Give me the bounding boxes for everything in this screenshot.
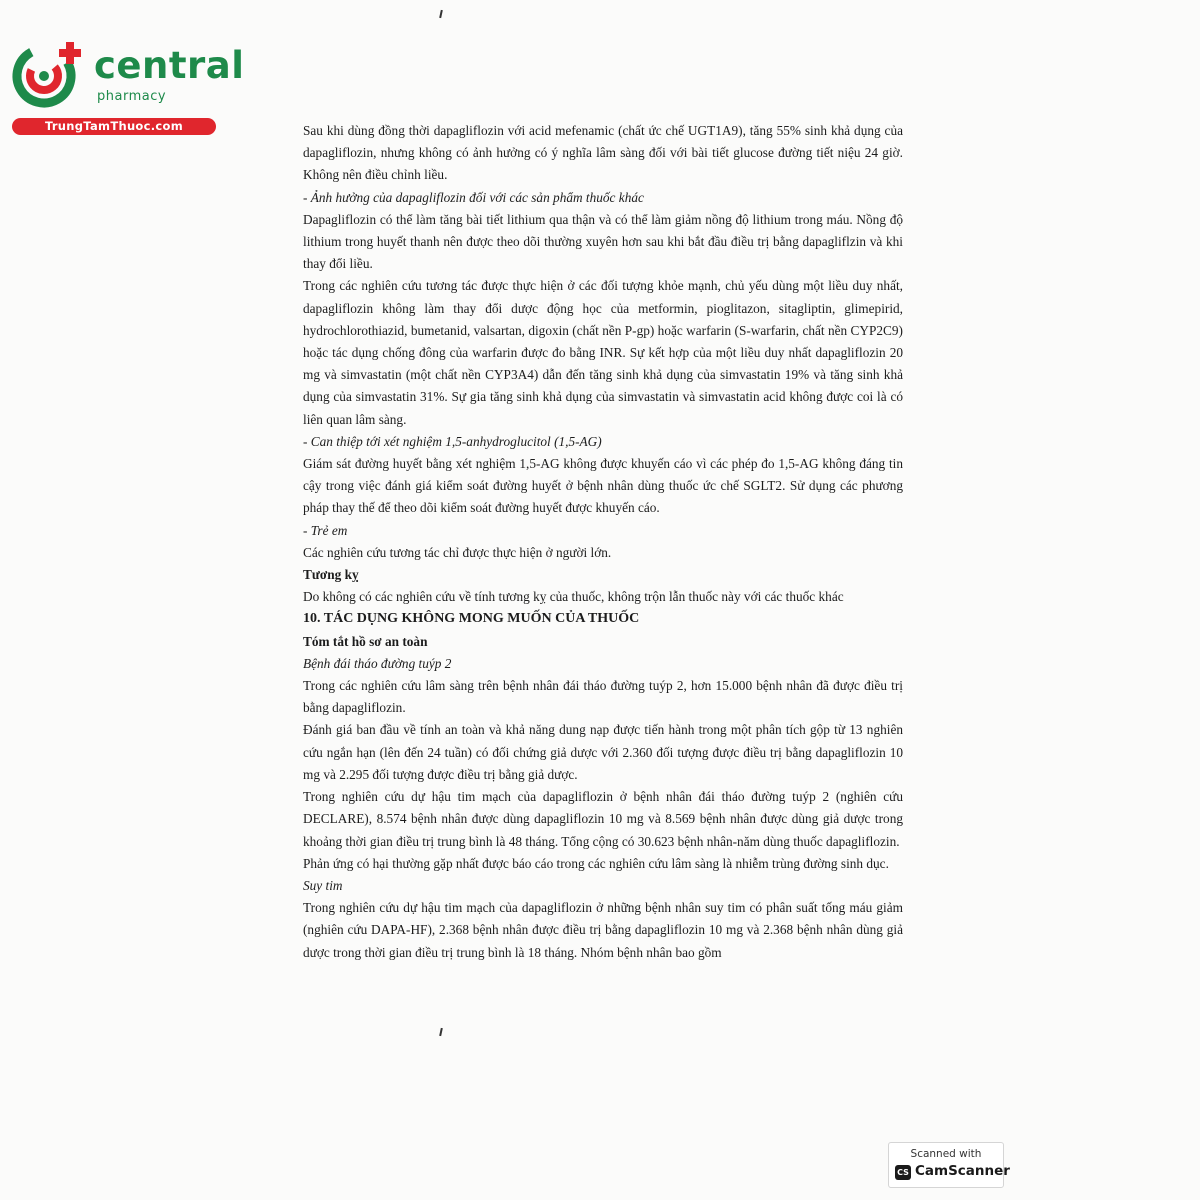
paragraph: Do không có các nghiên cứu về tính tương kỵ của thuốc, không trộn lẫn thuốc này với các thuốc khác xyxy=(303,589,844,605)
italic-subheading: Suy tim xyxy=(303,877,343,893)
paragraph: Đánh giá ban đầu về tính an toàn và khả năng dung nạp được tiến hành trong một phân tích gộp từ 13 nghiên cứu ngắn hạn (lên đến 24 tuần) có đối chứng giả dược với 2.360 đối tượng được điều trị bằng dapagliflozin 10 mg và 2.295 đối tượng được điều trị bằng giả dược. xyxy=(303,722,903,782)
italic-subheading: - Ảnh hưởng của dapagliflozin đối với các sản phẩm thuốc khác xyxy=(303,189,644,205)
italic-subheading: - Can thiệp tới xét nghiệm 1,5-anhydroglucitol (1,5-AG) xyxy=(303,433,602,449)
subheading: Tóm tắt hồ sơ an toàn xyxy=(303,633,428,649)
paragraph: Phản ứng có hại thường gặp nhất được báo cáo trong các nghiên cứu lâm sàng là nhiễm trùng đường sinh dục. xyxy=(303,855,889,871)
paragraph: Trong các nghiên cứu lâm sàng trên bệnh nhân đái tháo đường tuýp 2, hơn 15.000 bệnh nhân đã được điều trị bằng dapagliflozin. xyxy=(303,678,903,716)
camscanner-watermark xyxy=(888,1142,1010,1188)
camscanner-icon: CS xyxy=(895,1165,911,1180)
paragraph: Trong nghiên cứu dự hậu tim mạch của dapagliflozin ở những bệnh nhân suy tim có phân suất tống máu giảm (nghiên cứu DAPA-HF), 2.368 bệnh nhân được điều trị bằng dapagliflozin 10 mg và 2.368 bệnh nhân dùng giả dược trong thời gian điều trị trung bình là 18 tháng. Nhóm bệnh nhân bao gồm xyxy=(303,900,903,960)
document-body xyxy=(303,120,903,964)
scan-speck xyxy=(439,10,443,18)
paragraph: Sau khi dùng đồng thời dapagliflozin với acid mefenamic (chất ức chế UGT1A9), tăng 55% sinh khả dụng của dapagliflozin, nhưng không có ảnh hưởng có ý nghĩa lâm sàng đối với bài tiết glucose đường tiết niệu 24 giờ. Không nên điều chỉnh liều. xyxy=(303,123,903,183)
central-pharmacy-logo[interactable] xyxy=(8,36,245,140)
brand-name: central xyxy=(94,44,245,87)
paragraph: Trong các nghiên cứu tương tác được thực hiện ở các đối tượng khỏe mạnh, chủ yếu dùng một liều duy nhất, dapagliflozin không làm thay đổi dược động học của metformin, pioglitazon, sitagliptin, glimepirid, hydrochlorothiazid, bumetanid, valsartan, digoxin (chất nền P-gp) hoặc warfarin (S-warfarin, chất nền CYP2C9) hoặc tác dụng chống đông của warfarin được đo bằng INR. Sự kết hợp của một liều duy nhất dapagliflozin 20 mg và simvastatin (một chất nền CYP3A4) dẫn đến tăng sinh khả dụng của simvastatin 19% và tăng sinh khả dụng của simvastatin 31%. Sự gia tăng sinh khả dụng của simvastatin và simvastatin acid không được coi là có liên quan lâm sàng. xyxy=(303,278,903,427)
camscanner-name: CamScanner xyxy=(915,1163,1010,1179)
subheading: Tương kỵ xyxy=(303,567,359,583)
italic-subheading: - Trẻ em xyxy=(303,522,348,538)
scan-speck xyxy=(439,1028,443,1036)
paragraph: Các nghiên cứu tương tác chỉ được thực hiện ở người lớn. xyxy=(303,544,612,560)
paragraph: Dapagliflozin có thể làm tăng bài tiết lithium qua thận và có thể làm giảm nồng độ lithium trong máu. Nồng độ lithium trong huyết thanh nên được theo dõi thường xuyên hơn sau khi bắt đầu điều trị bằng dapagliflzin và khi thay đổi liều. xyxy=(303,211,903,272)
section-heading: 10. TÁC DỤNG KHÔNG MONG MUỐN CỦA THUỐC xyxy=(303,611,640,627)
scanned-with-caption: Scanned with xyxy=(910,1148,982,1160)
paragraph: Giám sát đường huyết bằng xét nghiệm 1,5-AG không được khuyến cáo vì các phép đo 1,5-AG không đáng tin cậy trong việc đánh giá kiểm soát đường huyết ở bệnh nhân dùng thuốc ức chế SGLT2. Sử dụng các phương pháp thay thế để theo dõi kiểm soát đường huyết được khuyến cáo. xyxy=(303,456,903,516)
paragraph: Trong nghiên cứu dự hậu tim mạch của dapagliflozin ở bệnh nhân đái tháo đường tuýp 2 (nghiên cứu DECLARE), 8.574 bệnh nhân được dùng dapagliflozin 10 mg và 8.569 bệnh nhân được dùng giả dược trong khoảng thời gian điều trị trung bình là 48 tháng. Tổng cộng có 30.623 bệnh nhân-năm dùng thuốc dapagliflozin. xyxy=(303,789,903,849)
italic-subheading: Bệnh đái tháo đường tuýp 2 xyxy=(303,655,452,671)
brand-website: TrungTamThuoc.com xyxy=(12,118,216,135)
brand-subtitle: pharmacy xyxy=(97,89,167,104)
pharmacy-cross-logo-icon xyxy=(8,36,88,116)
